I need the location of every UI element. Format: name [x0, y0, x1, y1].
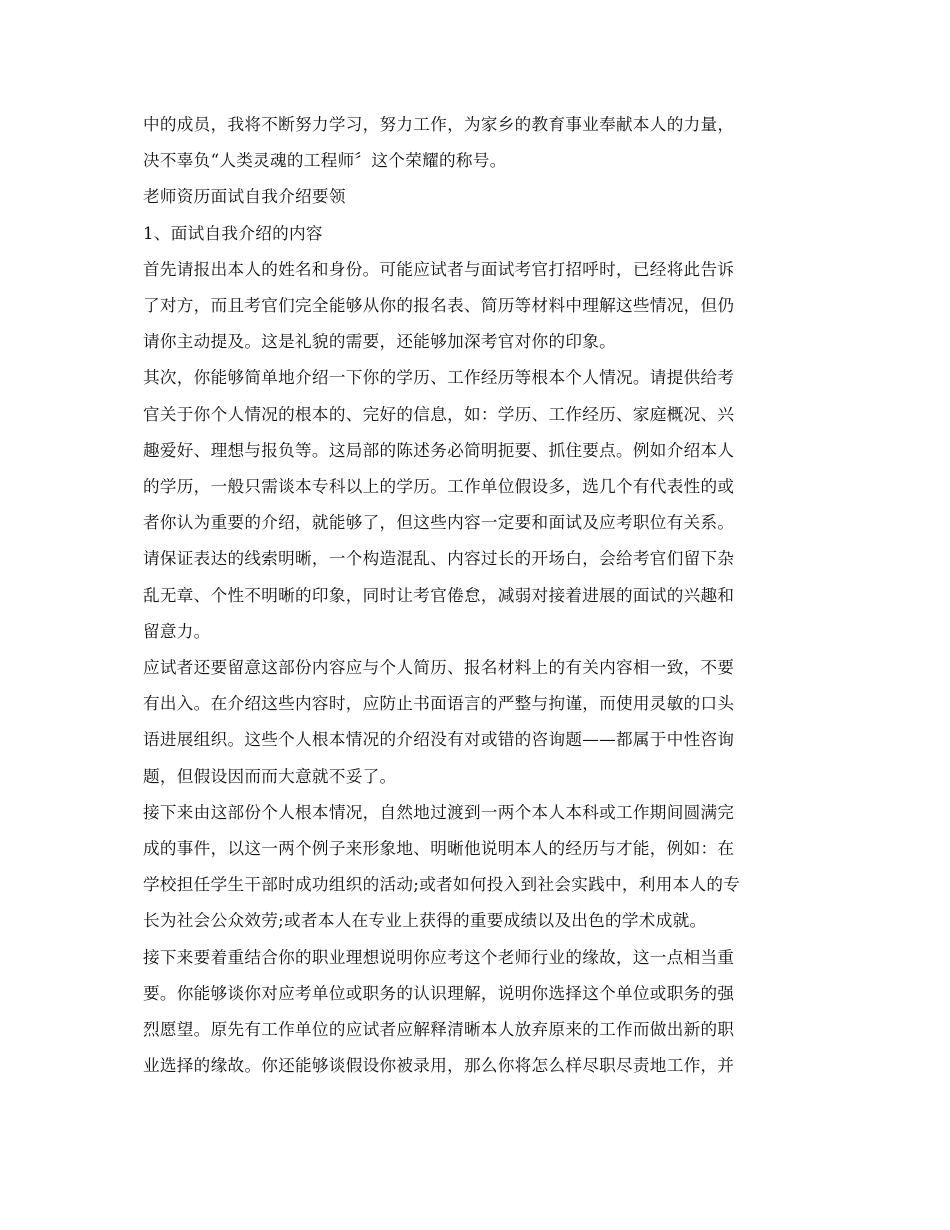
text-line: 者你认为重要的介绍，就能够了，但这些内容一定要和面试及应考职位有关系。 [143, 513, 735, 533]
text-line: 请保证表达的线索明晰，一个构造混乱、内容过长的开场白，会给考官们留下杂 [143, 549, 735, 569]
text-line: 中的成员，我将不断努力学习，努力工作，为家乡的教育事业奉献本人的力量， [143, 115, 735, 134]
text-line: 成的事件，以这一两个例子来形象地、明晰他说明本人的经历与才能，例如：在 [143, 839, 735, 859]
text-line: 决不辜负“人类灵魂的工程师〞这个荣耀的称号。 [143, 151, 507, 171]
text-line: 学校担任学生干部时成功组织的活动;或者如何投入到社会实践中，利用本人的专 [143, 875, 741, 895]
text-line: 应试者还要留意这部份内容应与个人简历、报名材料上的有关内容相一致，不要 [143, 658, 735, 678]
text-line: 要。你能够谈你对应考单位或职务的认识理解，说明你选择这个单位或职务的强 [143, 983, 735, 1003]
document-body [143, 107, 808, 1084]
text-line: 的学历，一般只需谈本专科以上的学历。工作单位假设多，选几个有代表性的或 [143, 477, 735, 497]
text-line: 趣爱好、理想与报负等。这局部的陈述务必简明扼要、抓住要点。例如介绍本人 [143, 440, 735, 460]
section-heading: 老师资历面试自我介绍要领 [143, 187, 346, 207]
text-line: 接下来由这部份个人根本情况，自然地过渡到一两个本人本科或工作期间圆满完 [143, 802, 735, 822]
text-line: 留意力。 [143, 621, 211, 641]
subsection-heading: 1、面试自我介绍的内容 [143, 223, 323, 243]
text-line: 有出入。在介绍这些内容时，应防止书面语言的严整与拘谨，而使用灵敏的口头 [143, 694, 735, 714]
text-line: 了对方，而且考官们完全能够从你的报名表、简历等材料中理解这些情况，但仍 [143, 296, 735, 316]
text-line: 接下来要着重结合你的职业理想说明你应考这个老师行业的缘故，这一点相当重 [143, 947, 735, 967]
text-line: 请你主动提及。这是礼貌的需要，还能够加深考官对你的印象。 [143, 332, 617, 352]
text-line: 乱无章、个性不明晰的印象，同时让考官倦怠，减弱对接着进展的面试的兴趣和 [143, 585, 735, 605]
text-line: 语进展组织。这些个人根本情况的介绍没有对或错的咨询题——都属于中性咨询 [143, 730, 735, 750]
text-line: 烈愿望。原先有工作单位的应试者应解释清晰本人放弃原来的工作而做出新的职 [143, 1020, 735, 1040]
text-line: 题，但假设因而而大意就不妥了。 [143, 766, 397, 786]
text-line: 其次，你能够简单地介绍一下你的学历、工作经历等根本个人情况。请提供给考 [143, 368, 735, 388]
text-line: 首先请报出本人的姓名和身份。可能应试者与面试考官打招呼时，已经将此告诉 [143, 259, 735, 279]
text-line: 官关于你个人情况的根本的、完好的信息，如：学历、工作经历、家庭概况、兴 [143, 404, 735, 424]
text-line: 业选择的缘故。你还能够谈假设你被录用，那么你将怎么样尽职尽责地工作，并 [143, 1056, 735, 1076]
text-line: 长为社会公众效劳;或者本人在专业上获得的重要成绩以及出色的学术成就。 [143, 911, 707, 931]
